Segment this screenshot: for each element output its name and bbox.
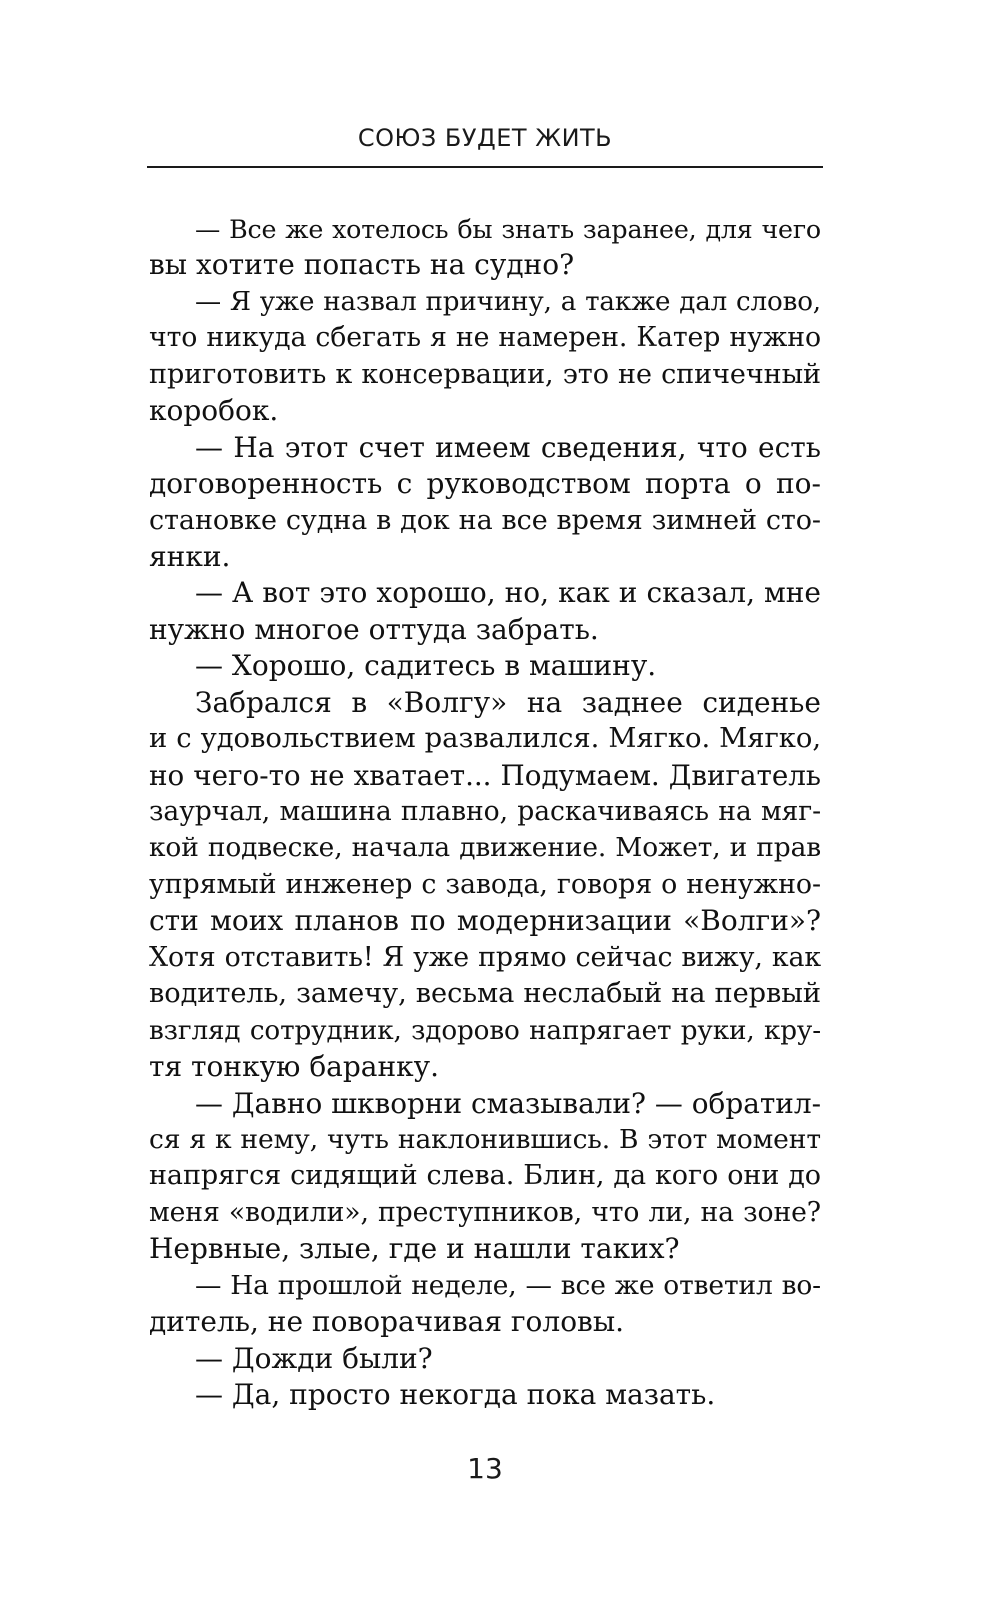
header-rule: [147, 166, 823, 168]
text-line: — Хорошо, садитесь в машину.: [195, 649, 657, 683]
text-line: напрягся сидящий слева. Блин, да кого они до: [149, 1160, 821, 1192]
text-line: коробок.: [149, 394, 279, 428]
text-line: — На прошлой неделе, — все же ответил во-: [195, 1269, 821, 1301]
text-line: — На этот счет имеем сведения, что есть: [195, 430, 821, 464]
text-line: — Давно шкворни смазывали? — обратил-: [195, 1086, 821, 1120]
running-title: СОЮЗ БУДЕТ ЖИТЬ: [357, 124, 613, 152]
text-line: ся я к нему, чуть наклонившись. В этот момент: [149, 1123, 821, 1155]
page-number: 13: [467, 1452, 503, 1485]
text-line: приготовить к консервации, это не спичечный: [149, 358, 821, 390]
text-line: вы хотите попасть на судно?: [149, 248, 575, 282]
text-line: что никуда сбегать я не намерен. Катер нужно: [149, 322, 821, 354]
text-line: договоренность с руководством порта о по-: [149, 467, 821, 501]
text-line: сти моих планов по модернизации «Волги»?: [149, 904, 821, 938]
text-line: кой подвеске, начала движение. Может, и прав: [149, 832, 821, 864]
text-line: нужно многое оттуда забрать.: [149, 612, 599, 646]
text-line: — Все же хотелось бы знать заранее, для чего: [195, 214, 821, 244]
body-text: [149, 211, 821, 1413]
text-line: дитель, не поворачивая головы.: [149, 1305, 625, 1339]
text-line: становке судна в док на все время зимней сто-: [149, 504, 821, 536]
text-line: упрямый инженер с завода, говоря о ненужно-: [149, 868, 821, 900]
text-line: Нервные, злые, где и нашли таких?: [149, 1232, 680, 1266]
text-line: взгляд сотрудник, здорово напрягает руки, кру-: [149, 1015, 821, 1046]
text-line: водитель, замечу, весьма неслабый на первый: [149, 978, 821, 1010]
text-line: — А вот это хорошо, но, как и сказал, мне: [195, 576, 821, 610]
text-line: Забрался в «Волгу» на заднее сиденье: [195, 685, 821, 719]
text-line: — Я уже назвал причину, а также дал слово,: [195, 286, 821, 317]
text-line: но чего-то не хватает... Подумаем. Двигатель: [149, 758, 821, 792]
text-line: — Да, просто некогда пока мазать.: [195, 1378, 716, 1411]
text-line: заурчал, машина плавно, раскачиваясь на мяг-: [149, 796, 821, 827]
text-line: — Дожди были?: [195, 1341, 433, 1375]
text-line: и с удовольствием развалился. Мягко. Мягко,: [149, 723, 821, 755]
text-line: меня «водили», преступников, что ли, на зоне?: [149, 1196, 821, 1228]
text-line: Хотя отставить! Я уже прямо сейчас вижу, как: [149, 941, 821, 973]
text-line: янки.: [149, 539, 231, 573]
text-line: тя тонкую баранку.: [149, 1050, 440, 1084]
